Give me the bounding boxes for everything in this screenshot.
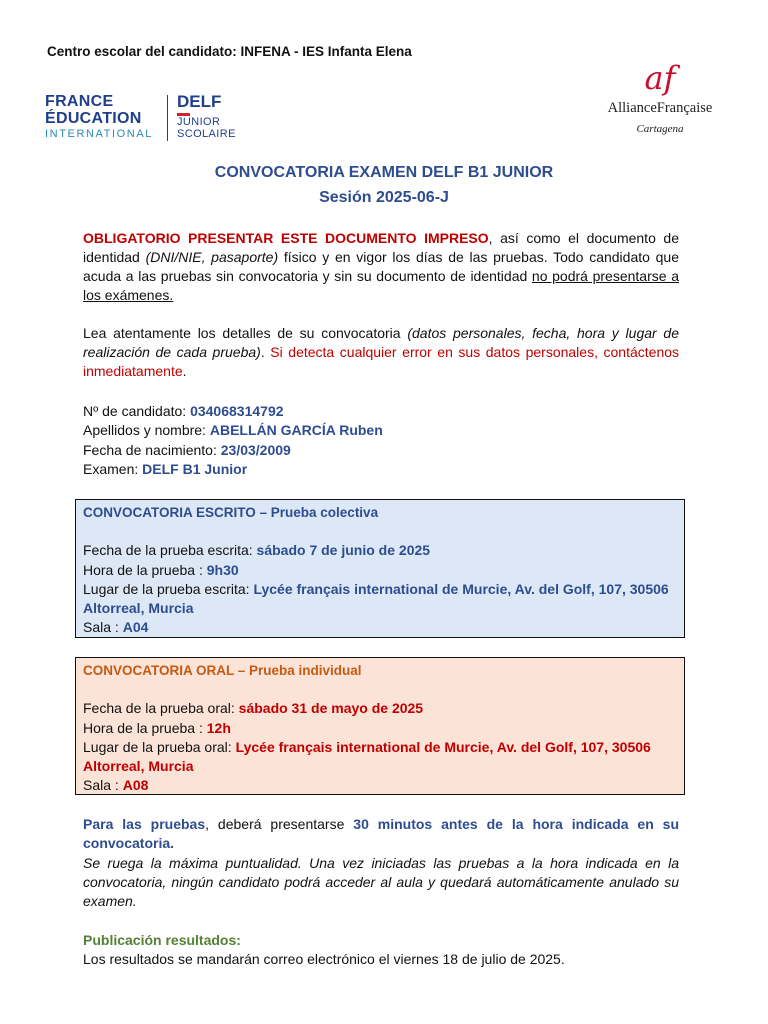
- written-date: sábado 7 de junio de 2025: [256, 542, 431, 559]
- read-text3: .: [182, 363, 187, 379]
- delf-junior-scolaire-logo: [177, 93, 236, 140]
- af-logo-mark: af: [644, 59, 676, 97]
- notice-text2: físico y en vigor los días de las pruebas. Todo candidato que acuda a las pruebas sin convocatoria y sin su documento de identidad: [83, 249, 679, 284]
- candidate-birth-row: [83, 441, 383, 460]
- fei-logo-line2: ÉDUCATION: [45, 110, 142, 127]
- alliance-francaise-logo: [600, 58, 720, 135]
- candidate-name: ABELLÁN GARCÍA Ruben: [209, 422, 383, 439]
- read-details-note: [83, 324, 679, 381]
- written-heading: CONVOCATORIA ESCRITO – Prueba colectiva: [83, 505, 379, 520]
- candidate-birth: 23/03/2009: [220, 441, 291, 458]
- results-heading: Publicación resultados:: [83, 932, 241, 948]
- school-line: Centro escolar del candidato: INFENA - IES Infanta Elena: [47, 44, 412, 59]
- notice-text1: , así como el documento de identidad: [83, 230, 679, 265]
- candidate-name-label: Apellidos y nombre:: [83, 422, 210, 439]
- written-room-row: [83, 618, 677, 637]
- delf-logo-sub2: SCOLAIRE: [177, 128, 236, 140]
- oral-exam-box: [75, 657, 685, 795]
- oral-place-row: [83, 738, 677, 777]
- oral-place-label: Lugar de la prueba oral:: [83, 738, 236, 755]
- instructions-punctuality: Se ruega la máxima puntualidad. Una vez iniciadas las pruebas a la hora indicada en la convocatoria, ningún candidato podrá acceder al aula y quedará automáticamente anulado su examen.: [83, 854, 679, 910]
- af-logo-city: Cartagena: [636, 123, 684, 135]
- candidate-details: [83, 402, 383, 479]
- written-exam-box: [75, 499, 685, 638]
- candidate-number-row: [83, 402, 383, 421]
- oral-room: A08: [122, 777, 149, 794]
- written-place: Lycée français international de Murcie, Av. del Golf, 107, 30506 Altorreal, Murcia: [83, 580, 669, 617]
- instructions-blue2: 30 minutos antes de la hora indicada en su convocatoria.: [83, 816, 679, 852]
- notice-underlined: no podrá presentarse a los exámenes.: [83, 268, 679, 303]
- instructions-blue1: Para las pruebas: [83, 816, 206, 832]
- written-place-label: Lugar de la prueba escrita:: [83, 580, 254, 597]
- results-text: Los resultados se mandarán correo electrónico el viernes 18 de julio de 2025.: [83, 951, 565, 968]
- delf-logo-title: DELF: [177, 92, 222, 111]
- oral-place: Lycée français international de Murcie, Av. del Golf, 107, 30506 Altorreal, Murcia: [83, 738, 651, 775]
- candidate-birth-label: Fecha de nacimiento:: [83, 441, 221, 458]
- af-logo-name: AllianceFrançaise: [607, 100, 713, 116]
- oral-time: 12h: [206, 719, 231, 736]
- written-time-label: Hora de la prueba :: [83, 561, 207, 578]
- notice-italic: (DNI/NIE, pasaporte): [145, 249, 279, 265]
- mandatory-notice: [83, 229, 679, 305]
- written-date-row: [83, 541, 677, 560]
- results-section: [83, 931, 683, 970]
- fei-logo-line3: INTERNATIONAL: [45, 128, 153, 140]
- candidate-number-label: Nº de candidato:: [83, 403, 191, 419]
- oral-date-row: [83, 699, 677, 718]
- written-time: 9h30: [206, 561, 239, 578]
- written-date-label: Fecha de la prueba escrita:: [83, 542, 257, 559]
- oral-date: sábado 31 de mayo de 2025: [238, 700, 424, 717]
- oral-room-row: [83, 776, 677, 795]
- written-time-row: [83, 561, 677, 580]
- candidate-number: 034068314792: [190, 403, 284, 419]
- france-education-international-logo: [45, 93, 153, 141]
- candidate-name-row: [83, 421, 383, 440]
- fei-logo-line1: FRANCE: [45, 93, 114, 110]
- oral-time-label: Hora de la prueba :: [83, 719, 207, 736]
- instructions-arrival: [83, 815, 679, 854]
- candidate-exam-label: Examen:: [83, 460, 143, 477]
- session-title: Sesión 2025-06-J: [319, 189, 449, 206]
- instructions: [83, 815, 679, 911]
- oral-date-label: Fecha de la prueba oral:: [83, 700, 239, 717]
- delf-logo-sub1: JUNIOR: [177, 116, 221, 128]
- oral-heading: CONVOCATORIA ORAL – Prueba individual: [83, 663, 362, 678]
- written-room-label: Sala :: [83, 619, 123, 636]
- oral-room-label: Sala :: [83, 777, 123, 794]
- candidate-exam-row: [83, 460, 383, 479]
- candidate-exam: DELF B1 Junior: [142, 460, 248, 477]
- read-text2: .: [260, 344, 271, 360]
- notice-bold-red: OBLIGATORIO PRESENTAR ESTE DOCUMENTO IMPRESO: [83, 230, 489, 246]
- written-place-row: [83, 580, 677, 619]
- written-room: A04: [122, 619, 149, 636]
- instructions-text1: , deberá presentarse: [205, 816, 354, 832]
- document-title: CONVOCATORIA EXAMEN DELF B1 JUNIOR: [214, 164, 554, 181]
- read-text1: Lea atentamente los detalles de su convocatoria: [83, 325, 408, 341]
- read-italic: (datos personales, fecha, hora y lugar de realización de cada prueba): [83, 325, 679, 360]
- logo-separator: [167, 95, 168, 141]
- oral-time-row: [83, 719, 677, 738]
- read-red: Si detecta cualquier error en sus datos personales, contáctenos inmediatamente: [83, 344, 680, 379]
